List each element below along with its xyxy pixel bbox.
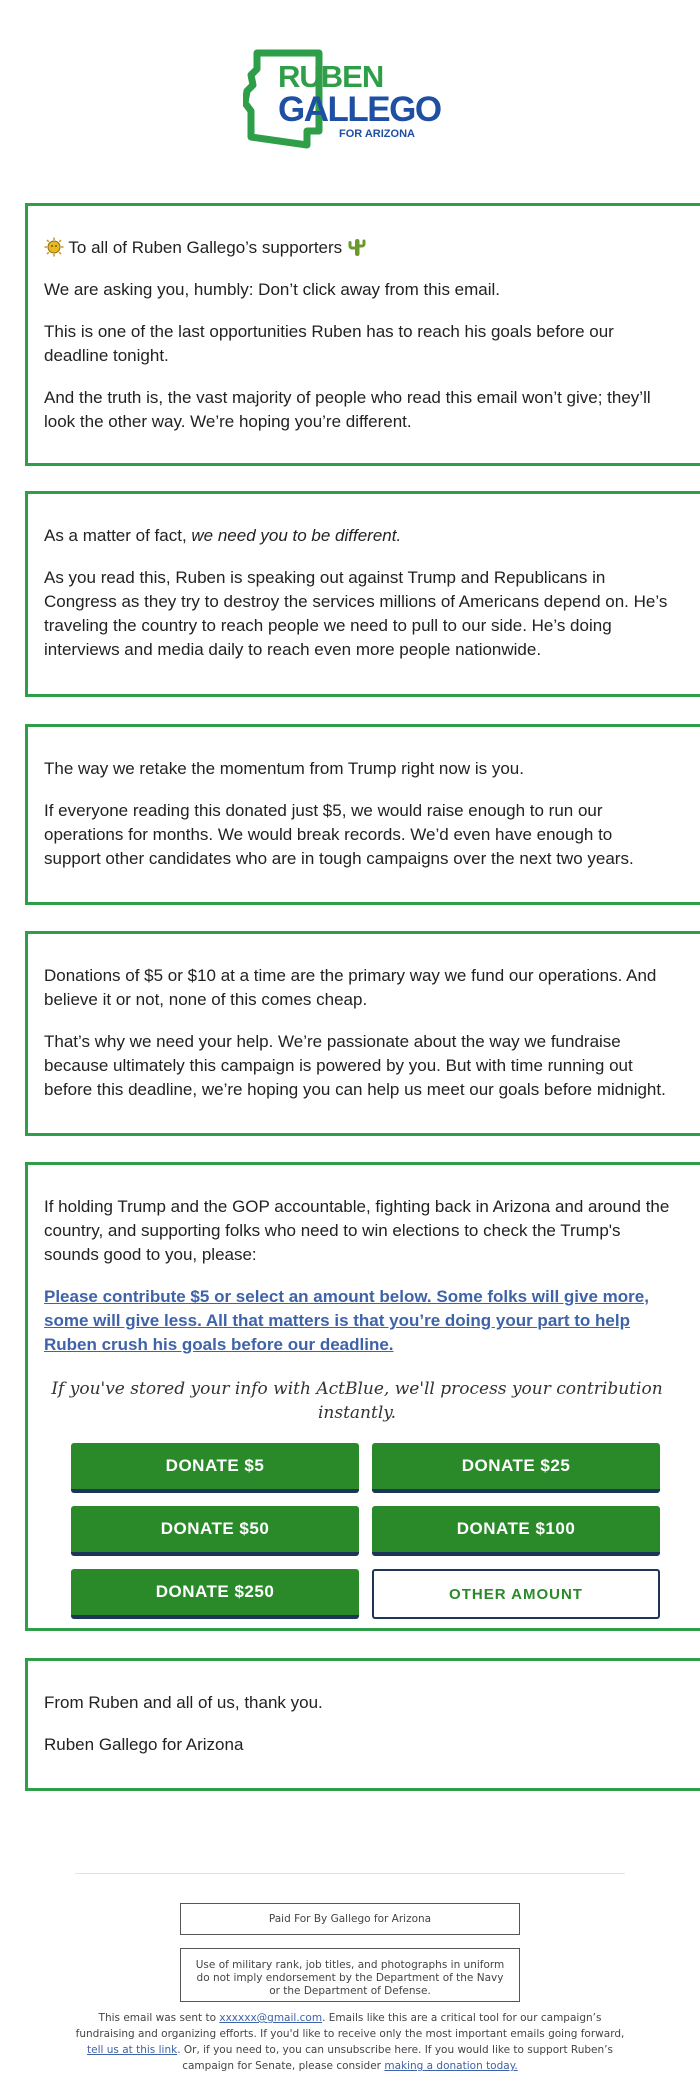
greeting-text: To all of Ruben Gallego’s supporters <box>68 238 343 257</box>
paragraph: Donations of $5 or $10 at a time are the primary way we fund our operations. And believe it or not, none of this comes cheap. <box>44 966 657 1009</box>
donation-section <box>25 1162 700 1631</box>
paragraph: The way we retake the momentum from Trump right now is you. <box>44 759 524 778</box>
footer-sent-after: . Or, if you need to, you can unsubscribe here. If you would like to support Ruben’s campaign for Senate, please consider <box>177 2044 613 2072</box>
paragraph: If everyone reading this donated just $5, we would raise enough to run our operations for months. We would break records. We’d even have enough to support other candidates who are in tough campaigns over the next two years. <box>44 801 634 868</box>
tell-us-link[interactable]: tell us at this link <box>87 2044 178 2056</box>
donate-5-button[interactable]: DONATE $5 <box>71 1443 359 1493</box>
logo-line-gallego: GALLEGO <box>278 90 441 129</box>
appeal-section-4 <box>25 931 700 1136</box>
footer-sent-middle: . Emails like this are a critical tool for our campaign’s fundraising and organizing efforts. If you'd like to receive only the most important emails going forward, <box>75 2012 625 2040</box>
paragraph <box>44 524 670 548</box>
footer-divider <box>75 1873 625 1874</box>
appeal-section-3 <box>25 724 700 905</box>
emphasis-text: we need you to be different. <box>191 526 402 545</box>
ruben-gallego-logo <box>243 45 455 151</box>
donate-50-button[interactable]: DONATE $50 <box>71 1506 359 1556</box>
logo-line-ruben: RUBEN <box>278 59 384 94</box>
footer-sent-prefix: This email was sent to <box>98 2012 220 2024</box>
donate-250-button[interactable]: DONATE $250 <box>71 1569 359 1619</box>
signature: Ruben Gallego for Arizona <box>44 1735 244 1754</box>
appeal-section-1 <box>25 203 700 466</box>
recipient-email-link[interactable]: xxxxxx@gmail.com <box>219 2012 323 2024</box>
paragraph: If holding Trump and the GOP accountable, fighting back in Arizona and around the country, and supporting folks who need to win elections to check the Trump's sounds good to you, please: <box>44 1197 670 1264</box>
paragraph: This is one of the last opportunities Ruben has to reach his goals before our deadline tonight. <box>44 322 614 365</box>
appeal-section-2 <box>25 491 700 697</box>
donate-25-button[interactable]: DONATE $25 <box>372 1443 660 1493</box>
donate-100-button[interactable]: DONATE $100 <box>372 1506 660 1556</box>
closing-section <box>25 1658 700 1791</box>
paragraph-text: As a matter of fact, <box>44 526 192 545</box>
footer-text <box>70 2010 630 2074</box>
paragraph: As you read this, Ruben is speaking out against Trump and Republicans in Congress as they try to destroy the services millions of Americans depend on. He’s traveling the country to reach people we need to pull to our side. He’s doing interviews and media daily to reach even more people nationwide. <box>44 568 668 659</box>
greeting-line <box>44 236 670 260</box>
paid-for-box: Paid For By Gallego for Arizona <box>180 1903 520 1935</box>
paragraph: We are asking you, humbly: Don’t click away from this email. <box>44 280 501 299</box>
actblue-note: If you've stored your info with ActBlue, we'll process your contribution instantly. <box>51 1379 663 1423</box>
sun-icon <box>44 237 64 257</box>
logo-line-for-arizona: FOR ARIZONA <box>339 128 415 140</box>
donation-button-grid <box>44 1443 670 1683</box>
cactus-icon <box>347 237 367 257</box>
paragraph: That’s why we need your help. We’re passionate about the way we fundraise because ultimately this campaign is powered by you. But with time running out before this deadline, we’re hoping you can help us meet our goals before midnight. <box>44 1032 666 1099</box>
paragraph: And the truth is, the vast majority of people who read this email won’t give; they’ll look the other way. We’re hoping you’re different. <box>44 388 651 431</box>
paragraph: From Ruben and all of us, thank you. <box>44 1693 323 1712</box>
other-amount-button[interactable]: OTHER AMOUNT <box>372 1569 660 1619</box>
military-disclaimer-box: Use of military rank, job titles, and photographs in uniform do not imply endorsement by the Department of the Navy or the Department of Defense. <box>180 1948 520 2002</box>
contribute-link[interactable]: Please contribute $5 or select an amount below. Some folks will give more, some will give less. All that matters is that you’re doing your part to help Ruben crush his goals before our deadline. <box>44 1287 649 1354</box>
make-donation-link[interactable]: making a donation today. <box>384 2060 518 2072</box>
